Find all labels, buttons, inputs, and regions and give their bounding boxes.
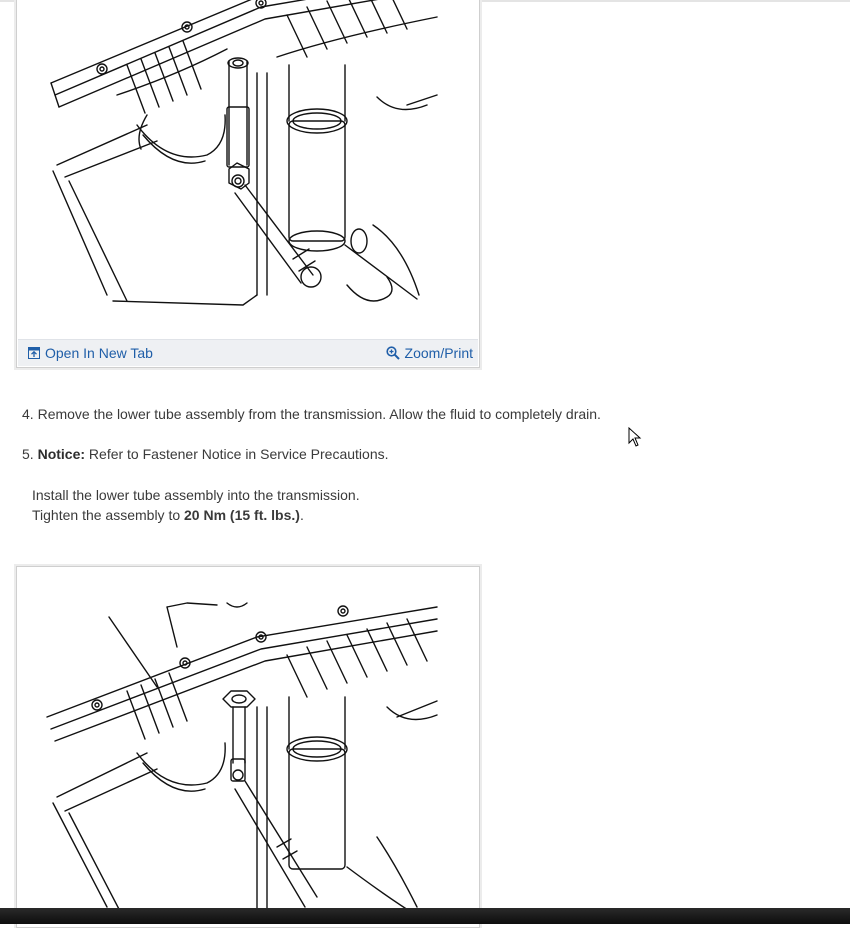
step-4 [22, 404, 601, 424]
open-new-tab-icon [28, 347, 40, 359]
transmission-diagram-2[interactable] [17, 567, 479, 927]
step-5 [22, 444, 389, 464]
tighten-prefix: Tighten the assembly to [32, 507, 181, 523]
open-in-new-tab-link[interactable] [28, 345, 153, 361]
mouse-cursor-icon [628, 427, 642, 447]
zoom-print-link[interactable] [386, 345, 473, 361]
figure-2 [16, 566, 480, 928]
figure-1-toolbar [18, 339, 478, 366]
notice-label: Notice: [37, 446, 86, 462]
torque-value: 20 Nm (15 ft. lbs.) [184, 507, 300, 523]
notice-text: Refer to Fastener Notice in Service Precautions. [88, 446, 389, 462]
install-instruction: Install the lower tube assembly into the transmission. [32, 487, 360, 503]
step-4-text: Remove the lower tube assembly from the transmission. Allow the fluid to completely drain. [37, 406, 601, 422]
taskbar [0, 908, 850, 924]
step-4-number: 4. [22, 406, 34, 422]
transmission-diagram-1[interactable] [17, 0, 479, 337]
tighten-instruction [32, 505, 304, 525]
open-in-new-tab-label[interactable]: Open In New Tab [45, 345, 153, 361]
tighten-suffix: . [299, 507, 304, 523]
zoom-print-label[interactable]: Zoom/Print [404, 345, 473, 361]
magnifier-plus-icon [386, 346, 400, 360]
figure-1 [16, 0, 480, 368]
step-5-number: 5. [22, 446, 34, 462]
